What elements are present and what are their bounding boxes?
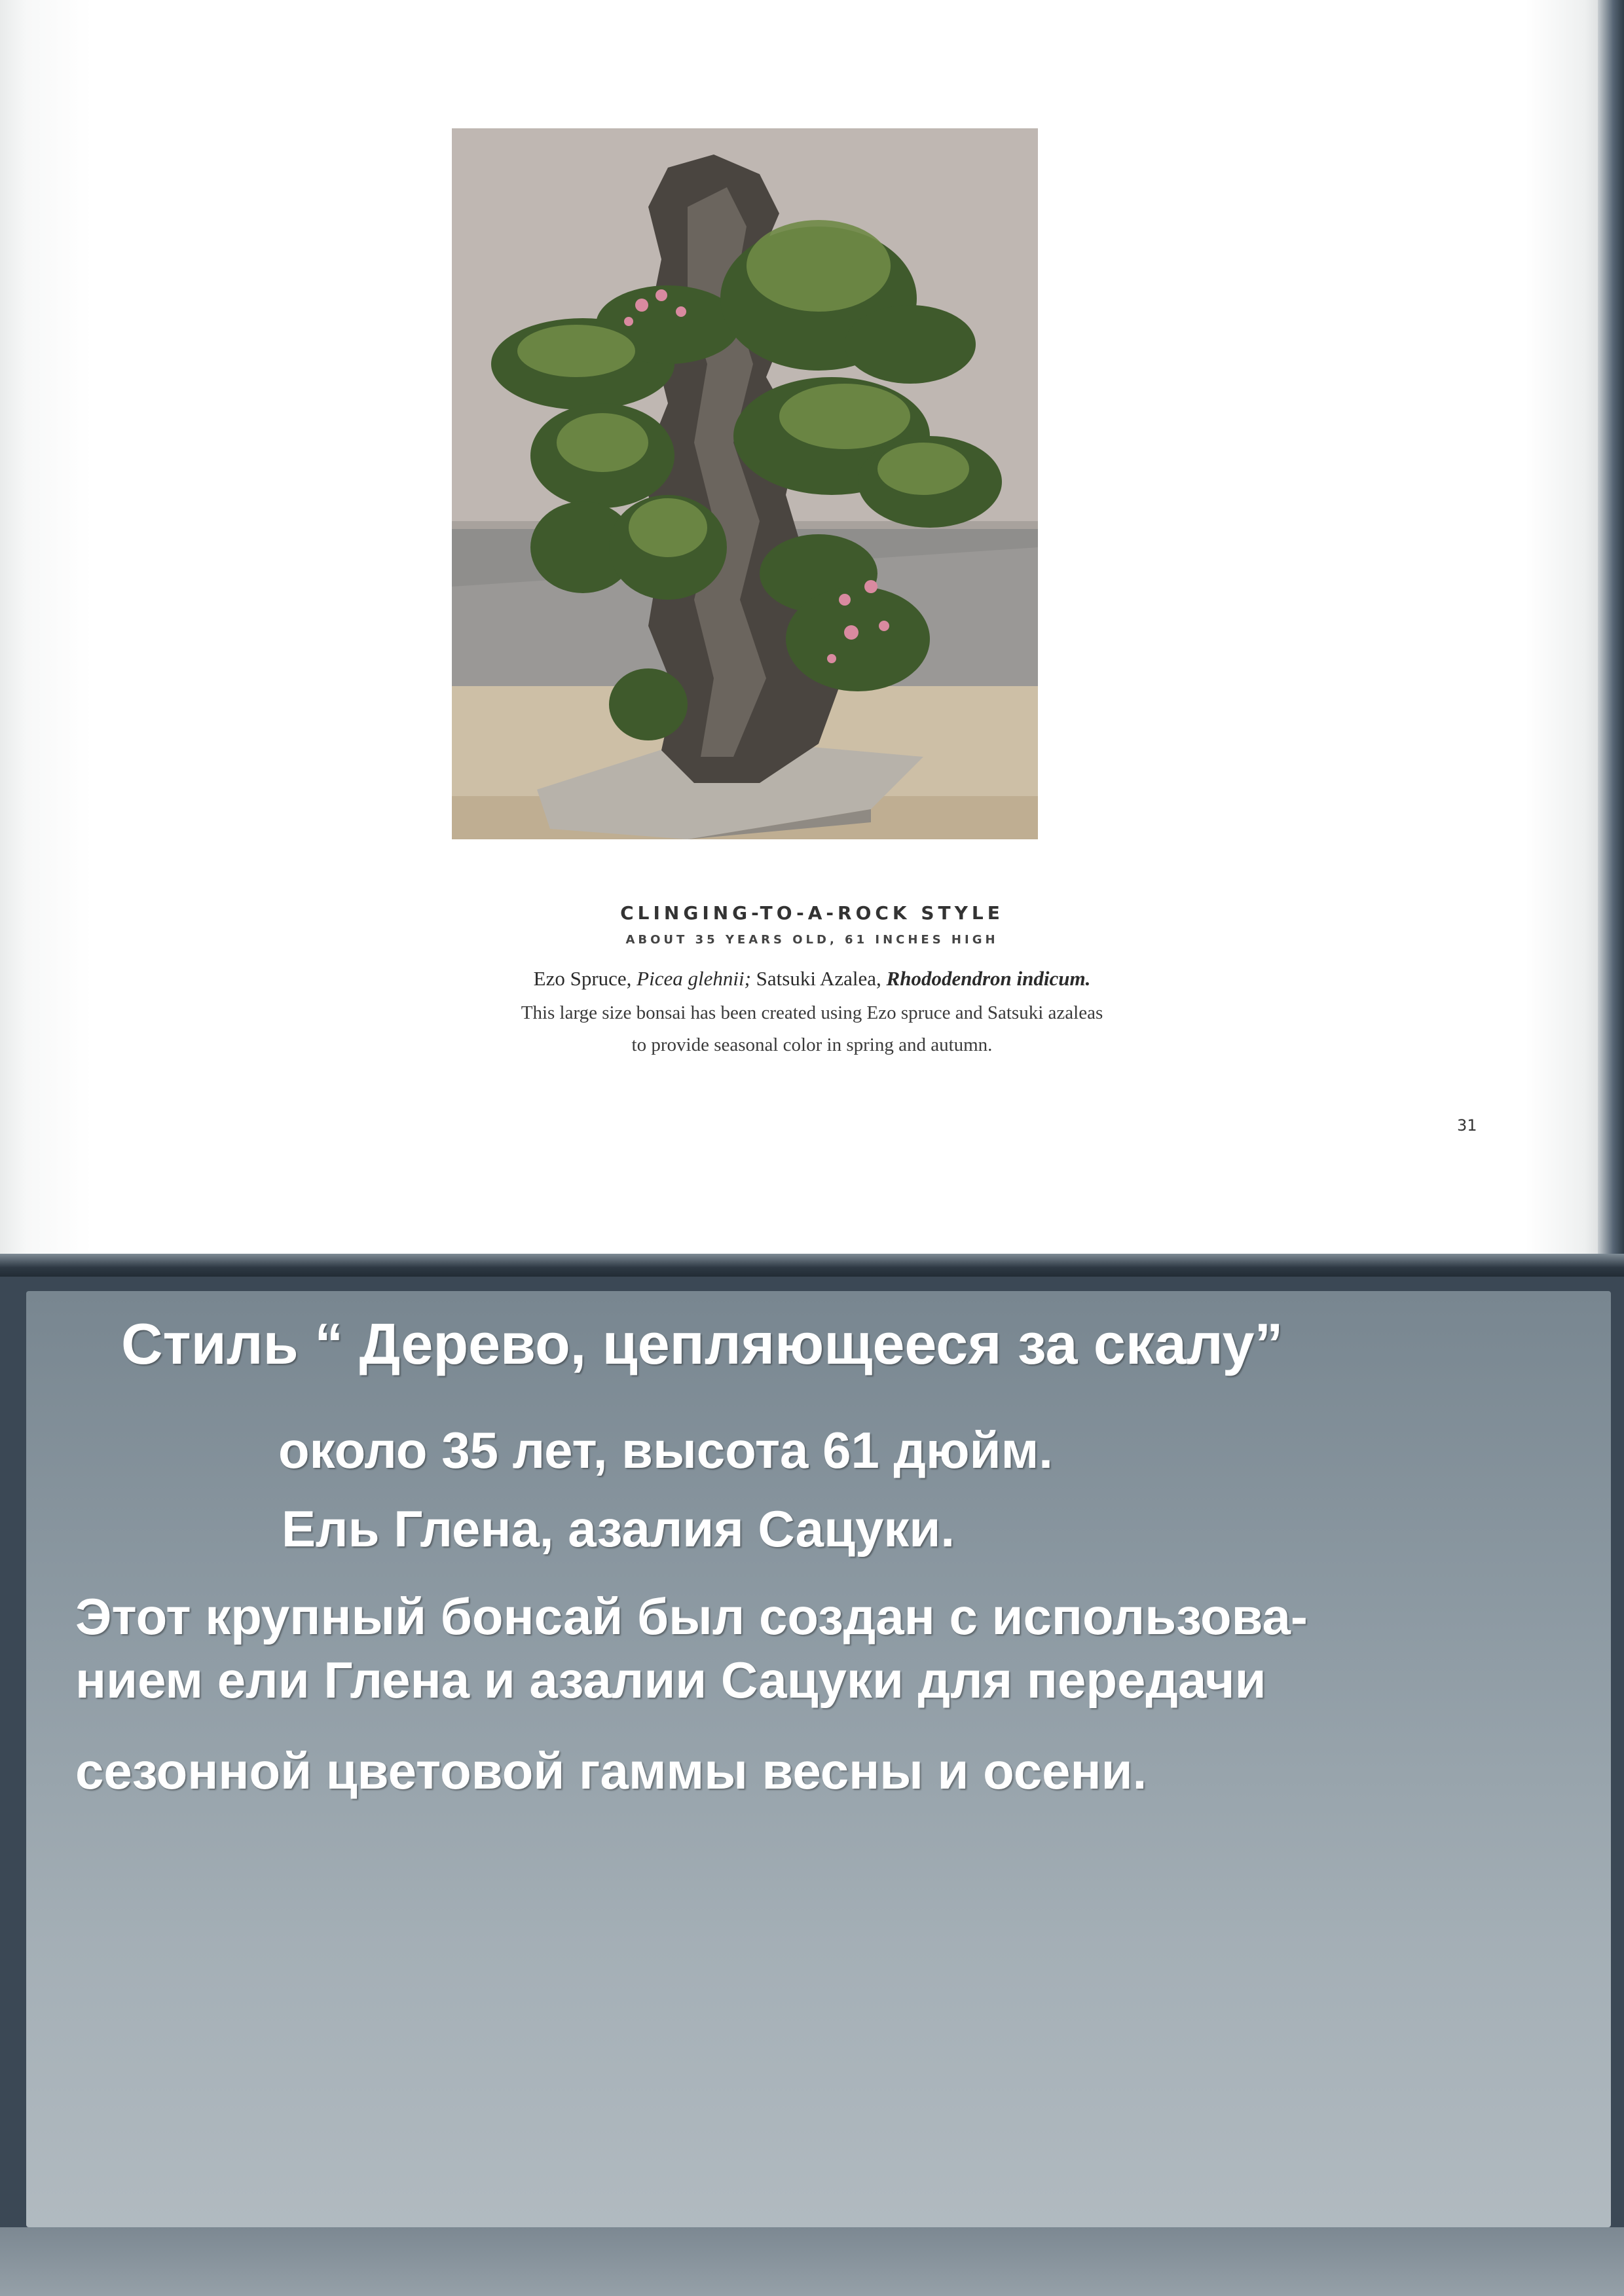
caption-species xyxy=(216,967,1408,991)
translation-title: Стиль “ Дерево, цепляющееся за скалу” xyxy=(121,1311,1283,1376)
bonsai-illustration xyxy=(452,128,1038,839)
translation-body-line: нием ели Глена и азалии Сацуки для передачи xyxy=(75,1651,1266,1709)
translation-species: Ель Глена, азалия Сацуки. xyxy=(282,1500,955,1558)
species-common-2: Satsuki Azalea, xyxy=(756,967,881,990)
page-edge-right xyxy=(1598,0,1624,1264)
panel-bottom-band xyxy=(0,2227,1624,2296)
translation-age-height: около 35 лет, высота 61 дюйм. xyxy=(278,1421,1053,1479)
caption-title: CLINGING-TO-A-ROCK STYLE xyxy=(620,902,1004,924)
page-edge-bottom xyxy=(0,1254,1624,1277)
translation-body-line: Этот крупный бонсай был создан с использова- xyxy=(75,1588,1308,1645)
bonsai-photo xyxy=(452,128,1038,839)
species-latin-2: Rhododendron indicum. xyxy=(886,967,1091,990)
translation-body-line: сезонной цветовой гаммы весны и осени. xyxy=(75,1742,1147,1800)
caption-description-line: to provide seasonal color in spring and autumn. xyxy=(631,1034,993,1055)
page-number: 31 xyxy=(1457,1116,1477,1135)
caption-description-line: This large size bonsai has been created using Ezo spruce and Satsuki azaleas xyxy=(521,1002,1103,1023)
species-latin-1: Picea glehnii; xyxy=(637,967,751,990)
species-common-1: Ezo Spruce, xyxy=(533,967,632,990)
caption-subtitle: ABOUT 35 YEARS OLD, 61 INCHES HIGH xyxy=(625,933,999,947)
